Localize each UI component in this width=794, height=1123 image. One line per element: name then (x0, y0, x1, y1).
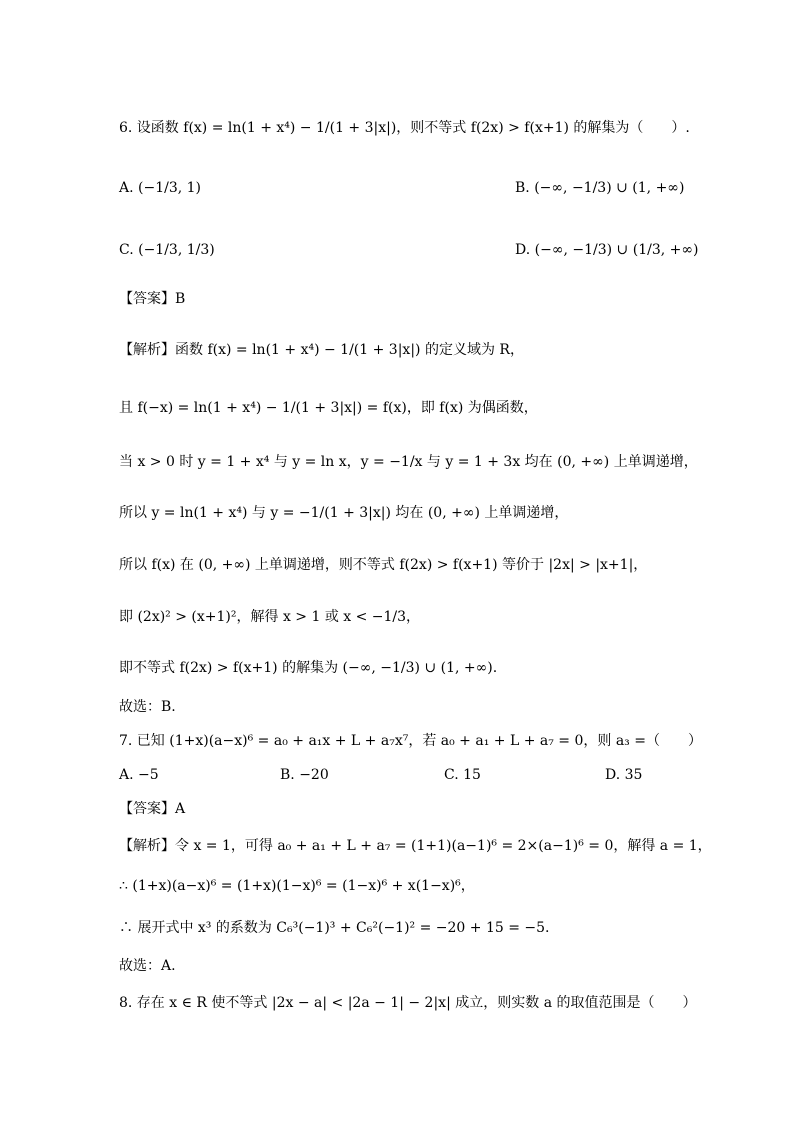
q6-analysis-line-5: 所以 f(x) 在 (0, +∞) 上单调递增，则不等式 f(2x) > f(x+1) 等价于 |2x| > |x+1|， (119, 557, 648, 573)
q6-analysis-line-1: 【解析】函数 f(x) = ln(1 + x⁴) − 1/(1 + 3|x|) 的定义域为 R， (119, 342, 524, 358)
q7-option-a: A. −5 (119, 767, 159, 783)
q7-option-b: B. −20 (280, 767, 329, 783)
q6-analysis-line-7: 即不等式 f(2x) > f(x+1) 的解集为 (−∞, −1/3) ∪ (1, +∞). (119, 660, 498, 676)
q7-conclusion: 故选：A. (119, 958, 176, 974)
question-6-stem: 6. 设函数 f(x) = ln(1 + x⁴) − 1/(1 + 3|x|)，则不等式 f(2x) > f(x+1) 的解集为（ ）. (119, 120, 690, 136)
question-7-stem: 7. 已知 (1+x)(a−x)⁶ = a₀ + a₁x + L + a₇x⁷，若 a₀ + a₁ + L + a₇ = 0，则 a₃ =（ ） (119, 733, 702, 749)
q7-analysis-line-3: ∴ 展开式中 x³ 的系数为 C₆³(−1)³ + C₆²(−1)² = −20 + 15 = −5. (119, 920, 550, 936)
question-8-stem: 8. 存在 x ∈ R 使不等式 |2x − a| < |2a − 1| − 2|x| 成立，则实数 a 的取值范围是（ ） (119, 995, 697, 1011)
q6-conclusion: 故选：B. (119, 699, 176, 715)
q6-analysis-line-4: 所以 y = ln(1 + x⁴) 与 y = −1/(1 + 3|x|) 均在 (0, +∞) 上单调递增， (119, 505, 569, 521)
q6-option-a: A. (−1/3, 1) (119, 180, 202, 196)
q7-analysis-line-1: 【解析】令 x = 1，可得 a₀ + a₁ + L + a₇ = (1+1)(a−1)⁶ = 2×(a−1)⁶ = 0，解得 a = 1， (119, 838, 712, 854)
q6-analysis-line-2: 且 f(−x) = ln(1 + x⁴) − 1/(1 + 3|x|) = f(x)，即 f(x) 为偶函数， (119, 400, 538, 416)
q6-answer: 【答案】B (119, 291, 186, 307)
q7-analysis-line-2: ∴ (1+x)(a−x)⁶ = (1+x)(1−x)⁶ = (1−x)⁶ + x(1−x)⁶， (119, 878, 475, 894)
q7-option-d: D. 35 (605, 767, 643, 783)
q7-option-c: C. 15 (444, 767, 481, 783)
q6-option-b: B. (−∞, −1/3) ∪ (1, +∞) (515, 180, 685, 196)
q6-analysis-line-3: 当 x > 0 时 y = 1 + x⁴ 与 y = ln x，y = −1/x 与 y = 1 + 3x 均在 (0, +∞) 上单调递增， (119, 454, 698, 470)
q6-option-d: D. (−∞, −1/3) ∪ (1/3, +∞) (515, 242, 699, 258)
q7-answer: 【答案】A (119, 801, 186, 817)
q6-option-c: C. (−1/3, 1/3) (119, 242, 215, 258)
q6-analysis-line-6: 即 (2x)² > (x+1)²，解得 x > 1 或 x < −1/3， (119, 609, 421, 625)
